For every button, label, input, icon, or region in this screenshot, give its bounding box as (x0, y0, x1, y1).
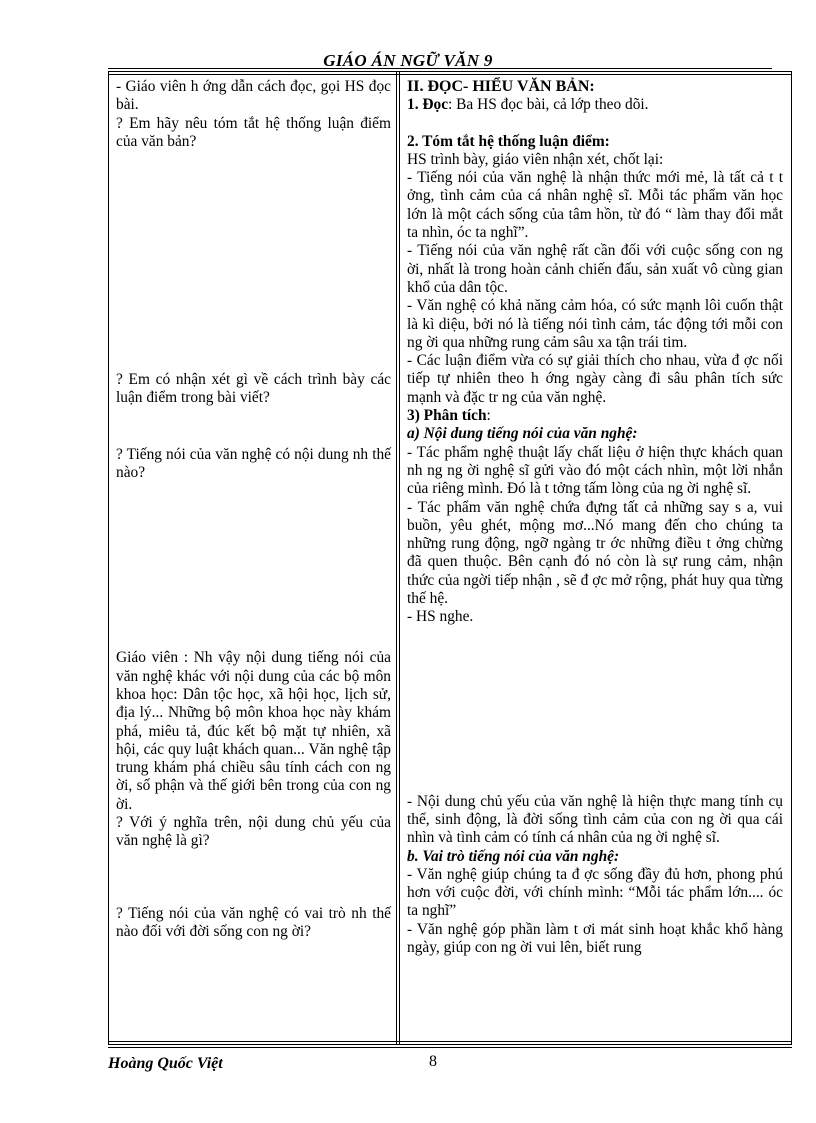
header-rule (108, 68, 772, 69)
role-subheading: b. Vai trò tiếng nói của văn nghệ: (407, 847, 620, 865)
reading-text: : Ba HS đọc bài, cả lớp theo dõi. (448, 96, 649, 114)
teacher-column (116, 78, 391, 941)
summary-point-2: - Tiếng nói của văn nghệ rất cần đối với cuộc sống con ng ời, nhất là trong hoàn cảnh chiến đấu, sản xuất vô cùng gian khổ của dân tộc. (407, 242, 783, 296)
question-presentation: ? Em có nhận xét gì về cách trình bày các luận điểm trong bài viết? (116, 371, 391, 407)
teacher-explanation: Giáo viên : Nh vậy nội dung tiếng nói của văn nghệ khác với nội dung của các bộ môn khoa học: Dân tộc học, xã hội học, lịch sử, địa lý... Những bộ môn khoa học này khám phá, miêu tả, đúc kết bộ mặt tự nhiên, xã hội, các quy luật khách quan... Văn nghệ tập trung khám phá chiều sâu tính cách con ng ời, số phận và thế giới bên trong của con ng ời. (116, 649, 391, 813)
analysis-title: 3) Phân tích (407, 407, 487, 425)
summary-intro: HS trình bày, giáo viên nhận xét, chốt lại: (407, 150, 664, 168)
role-point-1: - Văn nghệ giúp chúng ta đ ợc sống đầy đủ hơn, phong phú hơn với cuộc đời, với chính mình: “Mỗi tác phẩm lớn.... óc ta nghĩ” (407, 865, 783, 920)
section-heading: II. ĐỌC- HIỂU VĂN BẢN: (407, 78, 595, 95)
role-point-2: - Văn nghệ góp phần làm t ơi mát sinh hoạt khắc khổ hàng ngày, giúp con ng ời vui lên, biết rung (407, 920, 783, 956)
summary-point-1: - Tiếng nói của văn nghệ là nhận thức mới mẻ, là tất cả t t ởng, tình cảm của cá nhân nghệ sĩ. Mỗi tác phẩm văn học lớn là một cách sống của tâm hồn, từ đó “ làm thay đổi mắt ta nhìn, óc ta nghĩ”. (407, 169, 783, 242)
student-column (407, 78, 783, 957)
content-subheading: a) Nội dung tiếng nói của văn nghệ: (407, 425, 638, 443)
question-content: ? Tiếng nói của văn nghệ có nội dung nh thế nào? (116, 445, 391, 482)
column-divider-inner (399, 72, 400, 1044)
teacher-reading-instruction: - Giáo viên h ớng dẫn cách đọc, gọi HS đọc bài. (116, 78, 391, 114)
summary-point-3: - Văn nghệ có khả năng cảm hóa, có sức mạnh lôi cuốn thật là kì diệu, bởi nó là tiếng nói tình cảm, tác động tới mỗi con ng ời qua những rung cảm sâu xa tận trái tim. (407, 297, 783, 351)
content-point-3: - HS nghe. (407, 608, 474, 626)
footer-rule (108, 1047, 792, 1048)
lesson-table (108, 71, 792, 1045)
summary-heading: 2. Tóm tắt hệ thống luận điểm: (407, 132, 610, 150)
content-point-4: - Nội dung chủ yếu của văn nghệ là hiện thực mang tính cụ thể, sinh động, là đời sống tình cảm của con ng ời qua cái nhìn và tình cảm có tính cá nhân của ng ời nghệ sĩ. (407, 792, 783, 847)
author-name: Hoàng Quốc Việt (108, 1055, 223, 1072)
column-divider (396, 72, 397, 1044)
reading-line (407, 96, 783, 114)
document-header: GIÁO ÁN NGỮ VĂN 9 (323, 51, 493, 70)
content-point-1: - Tác phẩm nghệ thuật lấy chất liệu ở hiện thực khách quan nh ng ng ời nghệ sĩ gửi vào đó một cách nhìn, một lời nhắn của riêng mình. Đó là t tởng tấm lòng của ng ời nghệ sĩ. (407, 443, 783, 498)
summary-point-4: - Các luận điểm vừa có sự giải thích cho nhau, vừa đ ợc nối tiếp tự nhiên theo h ớng ngày càng đi sâu phân tích sức mạnh và đặc tr ng của văn nghệ. (407, 352, 783, 406)
question-main-content: ? Với ý nghĩa trên, nội dung chủ yếu của văn nghệ là gì? (116, 814, 391, 850)
reading-label: 1. Đọc (407, 96, 449, 114)
question-role: ? Tiếng nói của văn nghệ có vai trò nh thế nào đối với đời sống con ng ời? (116, 904, 391, 940)
analysis-colon: : (486, 407, 491, 425)
page-number: 8 (429, 1053, 437, 1070)
content-point-2: - Tác phẩm văn nghệ chứa đựng tất cả những say s a, vui buồn, yêu ghét, mộng mơ...Nó mang đến cho chúng ta những rung động, ngỡ ngàng tr ớc những điều t ởng chừng đã quen thuộc. Bên cạnh đó nó còn là sự rung cảm, nhận thức của ngời tiếp nhận , sẽ đ ợc mở rộng, phát huy qua từng thế hệ. (407, 498, 783, 608)
analysis-heading (407, 407, 783, 425)
question-summary: ? Em hãy nêu tóm tắt hệ thống luận điểm của văn bản? (116, 114, 391, 150)
